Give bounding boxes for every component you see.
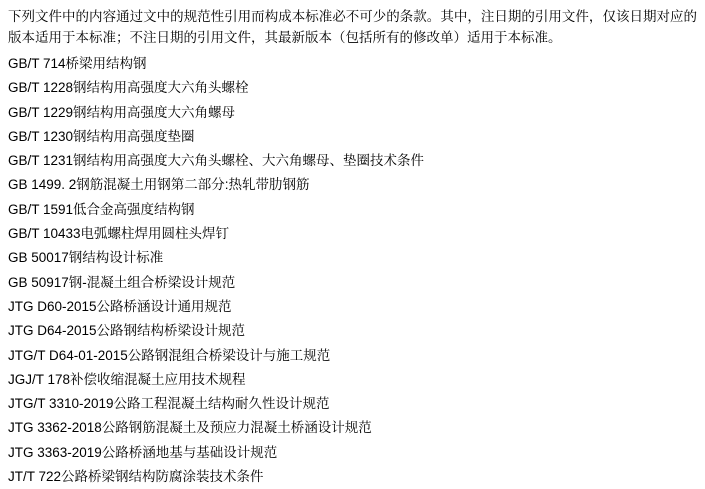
- list-item: GB 1499. 2钢筋混凝土用钢第二部分:热轧带肋钢筋: [8, 177, 310, 193]
- list-item: GB/T 1228钢结构用高强度大六角头螺栓: [8, 80, 249, 96]
- list-item: GB/T 1231钢结构用高强度大六角头螺栓、大六角螺母、垫圈技术条件: [8, 153, 425, 169]
- list-item: JGJ/T 178补偿收缩混凝土应用技术规程: [8, 371, 246, 387]
- standards-list: [8, 52, 697, 489]
- list-item: JTG 3363-2019公路桥涵地基与基础设计规范: [8, 444, 278, 460]
- list-item: JT/T 722公路桥梁钢结构防腐涂装技术条件: [8, 469, 264, 485]
- list-item: JTG/T 3310-2019公路工程混凝土结构耐久性设计规范: [8, 396, 330, 412]
- list-item: GB 50917钢-混凝土组合桥梁设计规范: [8, 274, 236, 290]
- list-item: GB/T 1591低合金高强度结构钢: [8, 201, 195, 217]
- list-item: JTG D64-2015公路钢结构桥梁设计规范: [8, 323, 246, 339]
- list-item: JTG 3362-2018公路钢筋混凝土及预应力混凝土桥涵设计规范: [8, 420, 372, 436]
- list-item: GB/T 1229钢结构用高强度大六角螺母: [8, 104, 236, 120]
- list-item: GB/T 10433电弧螺柱焊用圆柱头焊钉: [8, 226, 230, 242]
- intro-paragraph: 下列文件中的内容通过文中的规范性引用而构成本标准必不可少的条款。其中，注日期的引用文件，仅该日期对应的版本适用于本标准；不注日期的引用文件，其最新版本（包括所有的修改单）适用于本标准。: [8, 9, 697, 45]
- list-item: JTG/T D64-01-2015公路钢混组合桥梁设计与施工规范: [8, 347, 331, 363]
- list-item: GB 50017钢结构设计标准: [8, 250, 164, 266]
- list-item: JTG D60-2015公路桥涵设计通用规范: [8, 298, 232, 314]
- list-item: GB/T 1230钢结构用高强度垫圈: [8, 128, 195, 144]
- list-item: GB/T 714桥梁用结构钢: [8, 56, 147, 71]
